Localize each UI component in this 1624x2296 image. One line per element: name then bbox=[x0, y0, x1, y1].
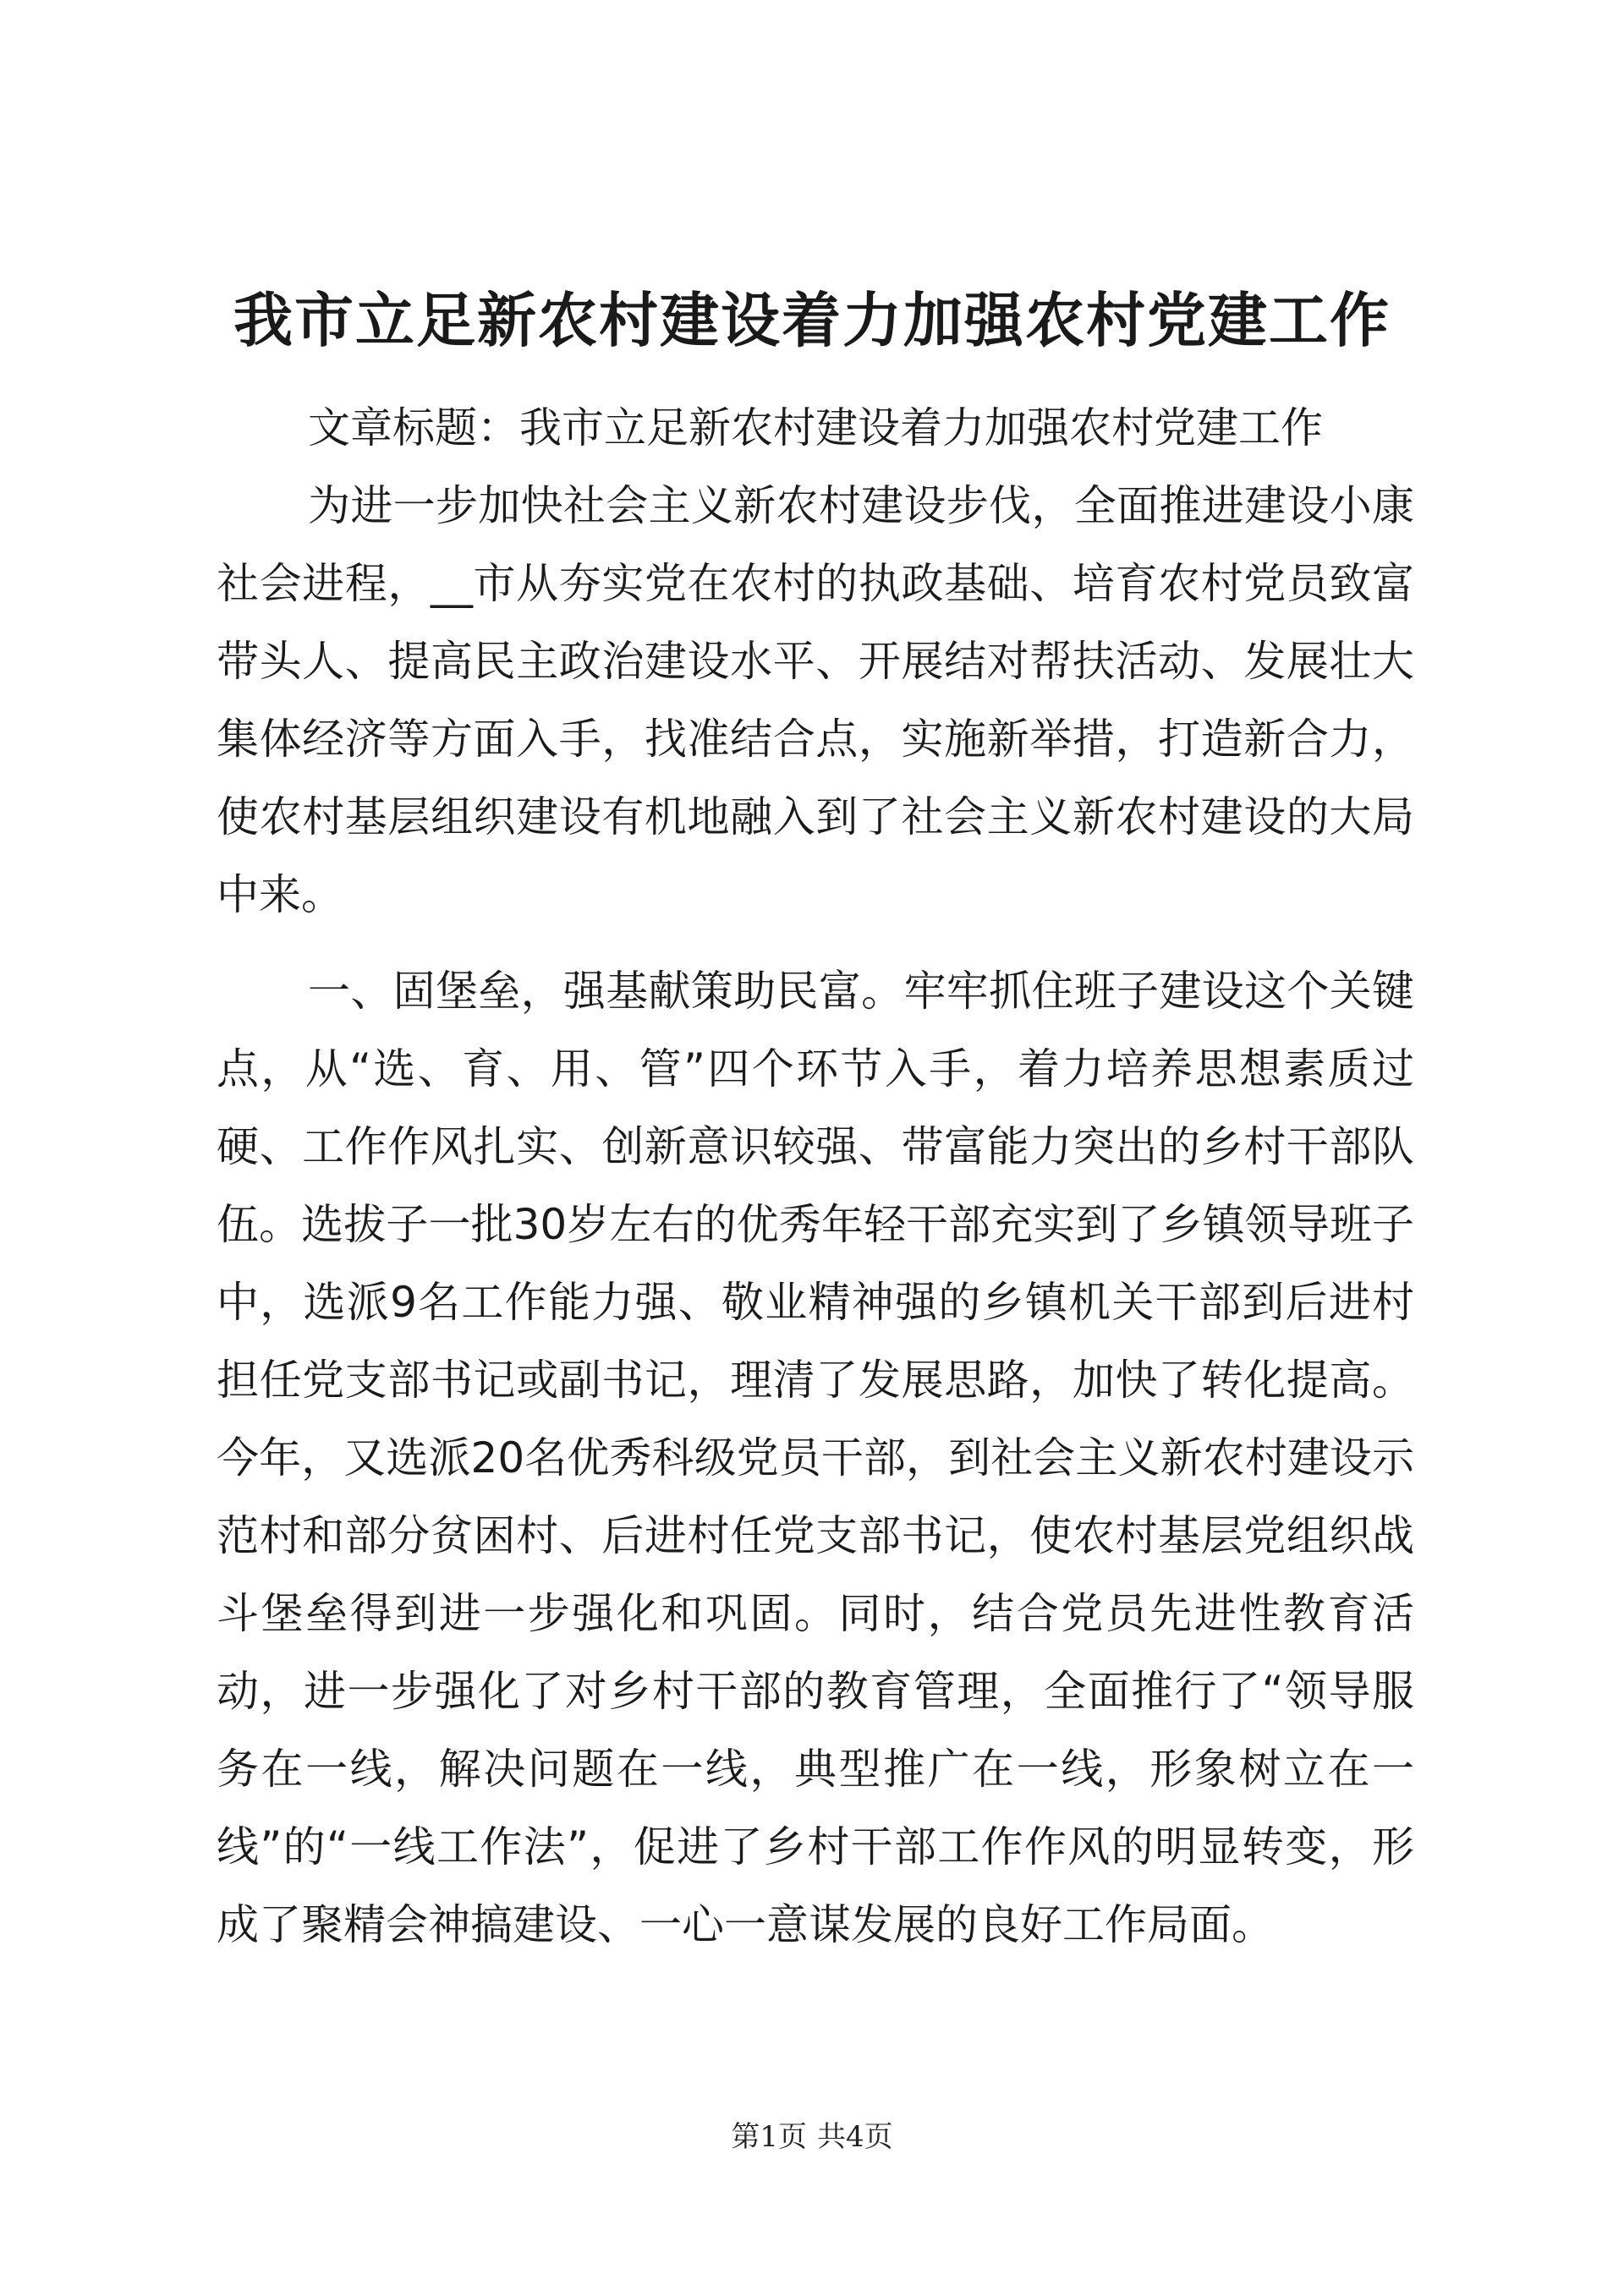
paragraph-section-one: 一、固堡垒，强基献策助民富。牢牢抓住班子建设这个关键点，从“选、育、用、管”四个环节入手，着力培养思想素质过硬、工作作风扎实、创新意识较强、带富能力突出的乡村干部队伍。选拔子一批30岁左右的优秀年轻干部充实到了乡镇领导班子中，选派9名工作能力强、敬业精神强的乡镇机关干部到后进村担任党支部书记或副书记，理清了发展思路，加快了转化提高。今年，又选派20名优秀科级党员干部，到社会主义新农村建设示范村和部分贫困村、后进村任党支部书记，使农村基层党组织战斗堡垒得到进一步强化和巩固。同时，结合党员先进性教育活动，进一步强化了对乡村干部的教育管理，全面推行了“领导服务在一线，解决问题在一线，典型推广在一线，形象树立在一线”的“一线工作法”，促进了乡村干部工作作风的明显转变，形成了聚精会神搞建设、一心一意谋发展的良好工作局面。 bbox=[217, 967, 1414, 1949]
document-title: 我市立足新农村建设着力加强农村党建工作 bbox=[233, 285, 1391, 355]
article-subtitle bbox=[217, 389, 1414, 467]
subtitle-text: 我市立足新农村建设着力加强农村党建工作 bbox=[519, 403, 1323, 452]
document-body bbox=[217, 389, 1414, 1964]
subtitle-prefix: 文章标题： bbox=[308, 403, 519, 452]
paragraph-intro: 为进一步加快社会主义新农村建设步伐，全面推进建设小康社会进程，__市从夯实党在农村的执政基础、培育农村党员致富带头人、提高民主政治建设水平、开展结对帮扶活动、发展壮大集体经济等方面入手，找准结合点，实施新举措，打造新合力，使农村基层组织建设有机地融入到了社会主义新农村建设的大局中来。 bbox=[217, 481, 1414, 919]
page-total: 共4页 bbox=[817, 2120, 893, 2154]
page-number: 第1页 bbox=[731, 2120, 807, 2154]
page-footer bbox=[0, 2118, 1624, 2156]
